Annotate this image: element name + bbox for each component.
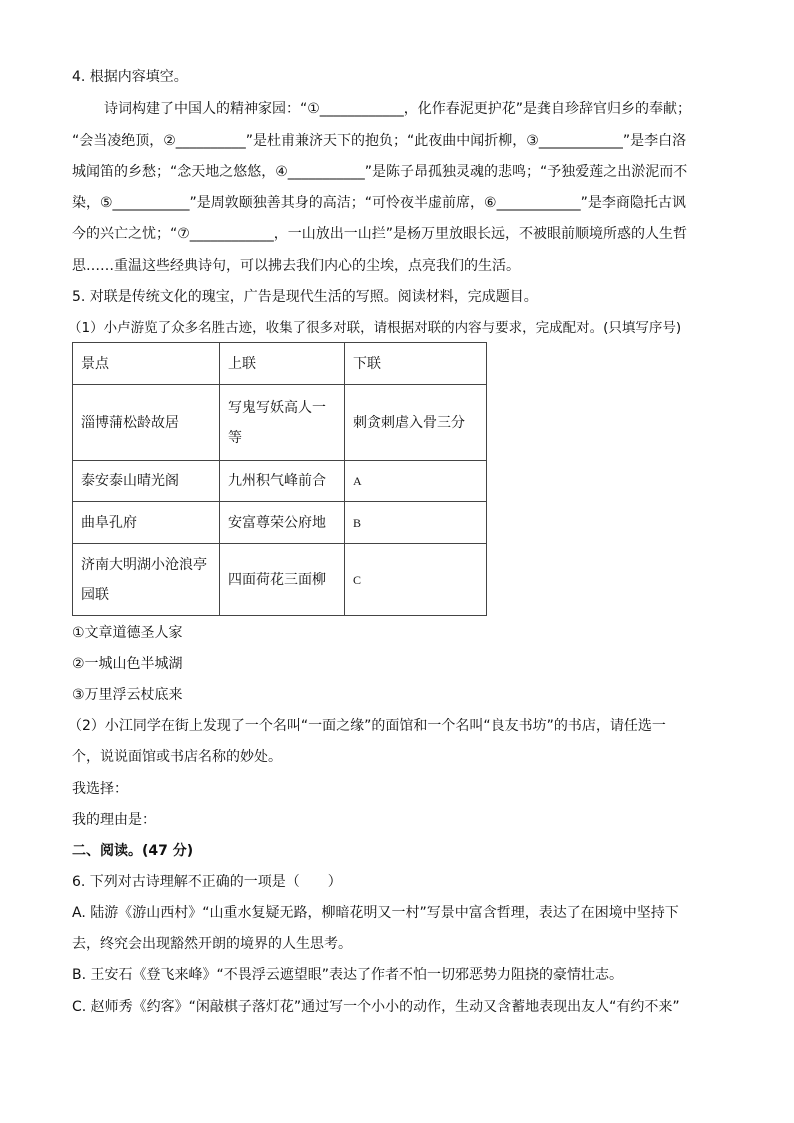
question-4-paragraph-line: 思……重温这些经典诗句，可以拂去我们内心的尘埃，点亮我们的生活。 — [72, 258, 520, 274]
table-cell-upper: 安富尊荣公府地 — [220, 502, 345, 544]
question-4-paragraph-line: 诗词构建了中国人的精神家园：“①____________，化作春泥更护花”是龚自珍辞官归乡的奉献； — [104, 101, 692, 117]
question-5-part-2: （2）小江同学在街上发现了一个名叫“一面之缘”的面馆和一个名叫“良友书坊”的书店，请任选一 — [68, 718, 666, 734]
table-cell-upper: 写鬼写妖高人一等 — [220, 385, 345, 461]
table-row — [73, 385, 487, 461]
table-cell-site: 曲阜孔府 — [73, 502, 220, 544]
question-4-title: 4. 根据内容填空。 — [72, 69, 188, 85]
option-a-continued: 去，终究会出现豁然开朗的境界的人生思考。 — [72, 936, 352, 952]
option-b: B. 王安石《登飞来峰》“不畏浮云遮望眼”表达了作者不怕一切邪恶势力阻挠的豪情壮志。 — [72, 967, 624, 983]
question-4-paragraph-line: 城闻笛的乡愁；“念天地之悠悠，④___________”是陈子昂孤独灵魂的悲鸣；“予独爱莲之出淤泥而不 — [72, 164, 688, 180]
question-5-part-1: （1）小卢游览了众多名胜古迹，收集了很多对联，请根据对联的内容与要求，完成配对。(只填写序号) — [68, 320, 682, 336]
table-row — [73, 544, 487, 616]
table-header-cell: 下联 — [345, 343, 487, 385]
section-heading: 二、阅读。(47 分) — [72, 843, 194, 859]
table-cell-upper: 九州积气峰前合 — [220, 461, 345, 502]
table-header-cell: 上联 — [220, 343, 345, 385]
question-4-paragraph-line: 染，⑤___________”是周敦颐独善其身的高洁；“可怜夜半虚前席，⑥____________”是李商隐托古讽 — [72, 195, 686, 211]
question-6-title: 6. 下列对古诗理解不正确的一项是（ ） — [72, 874, 342, 890]
table-cell-lower: 刺贪刺虐入骨三分 — [345, 385, 487, 461]
table-row — [73, 461, 487, 502]
table-cell-site: 泰安泰山晴光阁 — [73, 461, 220, 502]
option-item: ②一城山色半城湖 — [72, 656, 183, 672]
table-header-cell: 景点 — [73, 343, 220, 385]
answer-choice-label: 我选择： — [72, 781, 128, 797]
table-cell-site: 淄博蒲松龄故居 — [73, 385, 220, 461]
option-c: C. 赵师秀《约客》“闲敲棋子落灯花”通过写一个小小的动作，生动又含蓄地表现出友人“有约不来” — [72, 999, 680, 1015]
question-4-paragraph-line: “会当凌绝顶，②__________”是杜甫兼济天下的抱负；“此夜曲中闻折柳，③____________”是李白洛 — [72, 133, 687, 149]
table-cell-upper: 四面荷花三面柳 — [220, 544, 345, 616]
table-cell-lower: A — [345, 461, 487, 502]
couplet-matching-table — [72, 342, 487, 616]
option-a: A. 陆游《游山西村》“山重水复疑无路，柳暗花明又一村”写景中富含哲理，表达了在困境中坚持下 — [72, 905, 679, 921]
option-item: ①文章道德圣人家 — [72, 625, 183, 641]
question-5-part-2-continued: 个，说说面馆或书店名称的妙处。 — [72, 749, 282, 765]
table-cell-site: 济南大明湖小沧浪亭园联 — [73, 544, 220, 616]
question-4-paragraph-line: 今的兴亡之忧；“⑦____________，一山放出一山拦”是杨万里放眼长远，不被眼前顺境所惑的人生哲 — [72, 226, 688, 242]
table-header-row — [73, 343, 487, 385]
table-cell-lower: C — [345, 544, 487, 616]
table-cell-lower: B — [345, 502, 487, 544]
option-item: ③万里浮云杖底来 — [72, 687, 183, 703]
question-5-title: 5. 对联是传统文化的瑰宝，广告是现代生活的写照。阅读材料，完成题目。 — [72, 289, 538, 305]
table-row — [73, 502, 487, 544]
answer-reason-label: 我的理由是： — [72, 812, 156, 828]
